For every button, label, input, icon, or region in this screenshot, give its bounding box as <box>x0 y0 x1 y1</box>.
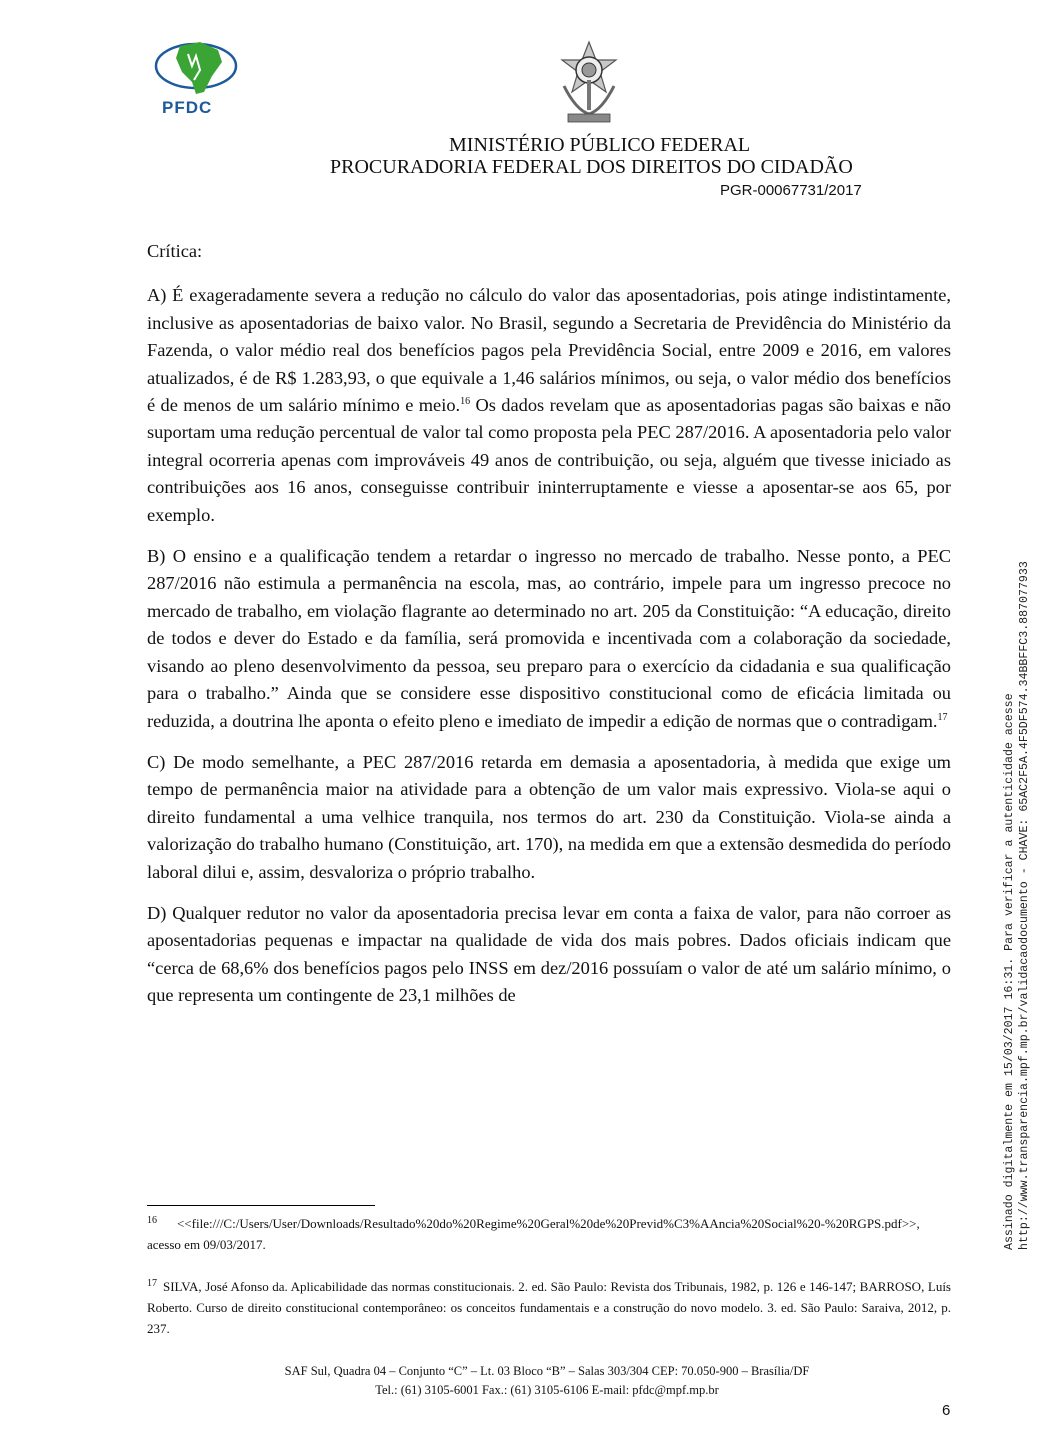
paragraph-d: D) Qualquer redutor no valor da aposentadoria precisa levar em conta a faixa de valor, para não corroer as aposentadorias pequenas e impactar na qualidade de vida dos mais pobres. Dados oficiais indicam que “cerca de 68,6% dos benefícios pagos pelo INSS em dez/2016 possuíam o valor de até um salário mínimo, o que representa um contingente de 23,1 milhões de <box>147 902 951 1006</box>
paragraph-b <box>147 543 951 735</box>
footnote-17-text: SILVA, José Afonso da. Aplicabilidade das normas constitucionais. 2. ed. São Paulo: Revista dos Tribunais, 1982, p. 126 e 146-147; BARROSO, Luís Roberto. Curso de direito constitucional contemporâneo: os conceitos fundamentais e a construção do novo modelo. 3. ed. São Paulo: Saraiva, 2012, p. 237. <box>147 1279 951 1336</box>
footnote-16 <box>147 1213 951 1255</box>
digital-signature-notice <box>1002 561 1032 1250</box>
footnote-16-number: 16 <box>147 1214 157 1226</box>
footnote-17-number: 17 <box>147 1277 157 1289</box>
footnote-divider <box>147 1205 375 1206</box>
paragraph-a-text-1: A) É exageradamente severa a redução no cálculo do valor das aposentadorias, pois atinge indistintamente, inclusive as aposentadorias de baixo valor. No Brasil, segundo a Secretaria de Previdência do Ministério da Fazenda, o valor médio real dos benefícios pagos pela Previdência Social, entre 2009 e 2016, em valores atualizados, é de R$ 1.283,93, o que equivale a 1,46 salários mínimos, ou seja, o valor médio dos benefícios é de menos de um salário mínimo e meio. <box>147 285 951 416</box>
page-number: 6 <box>942 1402 951 1419</box>
paragraph-b-text: B) O ensino e a qualificação tendem a retardar o ingresso no mercado de trabalho. Nesse ponto, a PEC 287/2016 não estimula a permanência na escola, mas, ao contrário, impele para um ingresso precoce no mercado de trabalho, em violação flagrante ao determinado no art. 205 da Constituição: “A educação, direito de todos e dever do Estado e da família, será promovida e incentivada com a colaboração da sociedade, visando ao pleno desenvolvimento da pessoa, seu preparo para o exercício da cidadania e sua qualificação para o trabalho.” Ainda que se considere esse dispositivo constitucional como de eficácia limitada ou reduzida, a doutrina lhe aponta o efeito pleno e imediato de impedir a edição de normas que o contradigam. <box>147 546 951 731</box>
section-heading: Crítica: <box>147 241 203 261</box>
footer-address: SAF Sul, Quadra 04 – Conjunto “C” – Lt. 03 Bloco “B” – Salas 303/304 CEP: 70.050-900 – Brasília/DF <box>284 1364 810 1378</box>
signature-line-2: http://www.transparencia.mpf.mp.br/validacaodocumento - CHAVE: 65AC2F5A.4F5DF574.34BBFFC3.887077933 <box>1018 561 1031 1250</box>
pfdc-logo <box>152 36 242 128</box>
paragraph-a-text-2: Os dados revelam que as aposentadorias pagas são baixas e não suportam uma redução percentual de valor tal como proposta pela PEC 287/2016. A aposentadoria pelo valor integral ocorreria apenas com improváveis 49 anos de contribuição, ou seja, alguém que tivesse iniciado as contribuições aos 16 anos, conseguisse contribuir ininterruptamente e viesse a aposentar-se aos 65, por exemplo. <box>147 395 951 525</box>
document-body <box>147 238 951 1024</box>
pfdc-logo-text: PFDC <box>162 98 213 117</box>
coat-of-arms-emblem <box>556 40 622 126</box>
header-ministry: MINISTÉRIO PÚBLICO FEDERAL <box>449 134 751 156</box>
footnote-16-text: <<file:///C:/Users/User/Downloads/Resultado%20do%20Regime%20Geral%20de%20Previd%C3%AAncia%20Social%20-%20RGPS.pdf>>, acesso em 09/03/2017. <box>147 1216 920 1252</box>
header-procuradoria: PROCURADORIA FEDERAL DOS DIREITOS DO CIDADÃO <box>330 156 853 178</box>
footnote-ref-16[interactable]: 16 <box>460 395 471 407</box>
footnote-17 <box>147 1276 951 1339</box>
footer-contact: Tel.: (61) 3105-6001 Fax.: (61) 3105-6106 E-mail: pfdc@mpf.mp.br <box>375 1383 719 1397</box>
signature-line-1: Assinado digitalmente em 15/03/2017 16:31. Para verificar a autenticidade acesse <box>1003 693 1016 1250</box>
paragraph-c: C) De modo semelhante, a PEC 287/2016 retarda em demasia a aposentadoria, à medida que exige um tempo de permanência maior na atividade para a obtenção de um valor mais expressivo. Viola-se aqui o direito fundamental a uma velhice tranquila, nos termos do art. 230 da Constituição. Viola-se ainda a valorização do trabalho humano (Constituição, art. 170), na medida em que a extensão desmedida do período laboral dilui e, assim, desvaloriza o próprio trabalho. <box>147 751 951 882</box>
protocol-number: PGR-00067731/2017 <box>720 182 862 199</box>
footnote-ref-17[interactable]: 17 <box>937 711 948 723</box>
paragraph-a <box>147 282 951 529</box>
